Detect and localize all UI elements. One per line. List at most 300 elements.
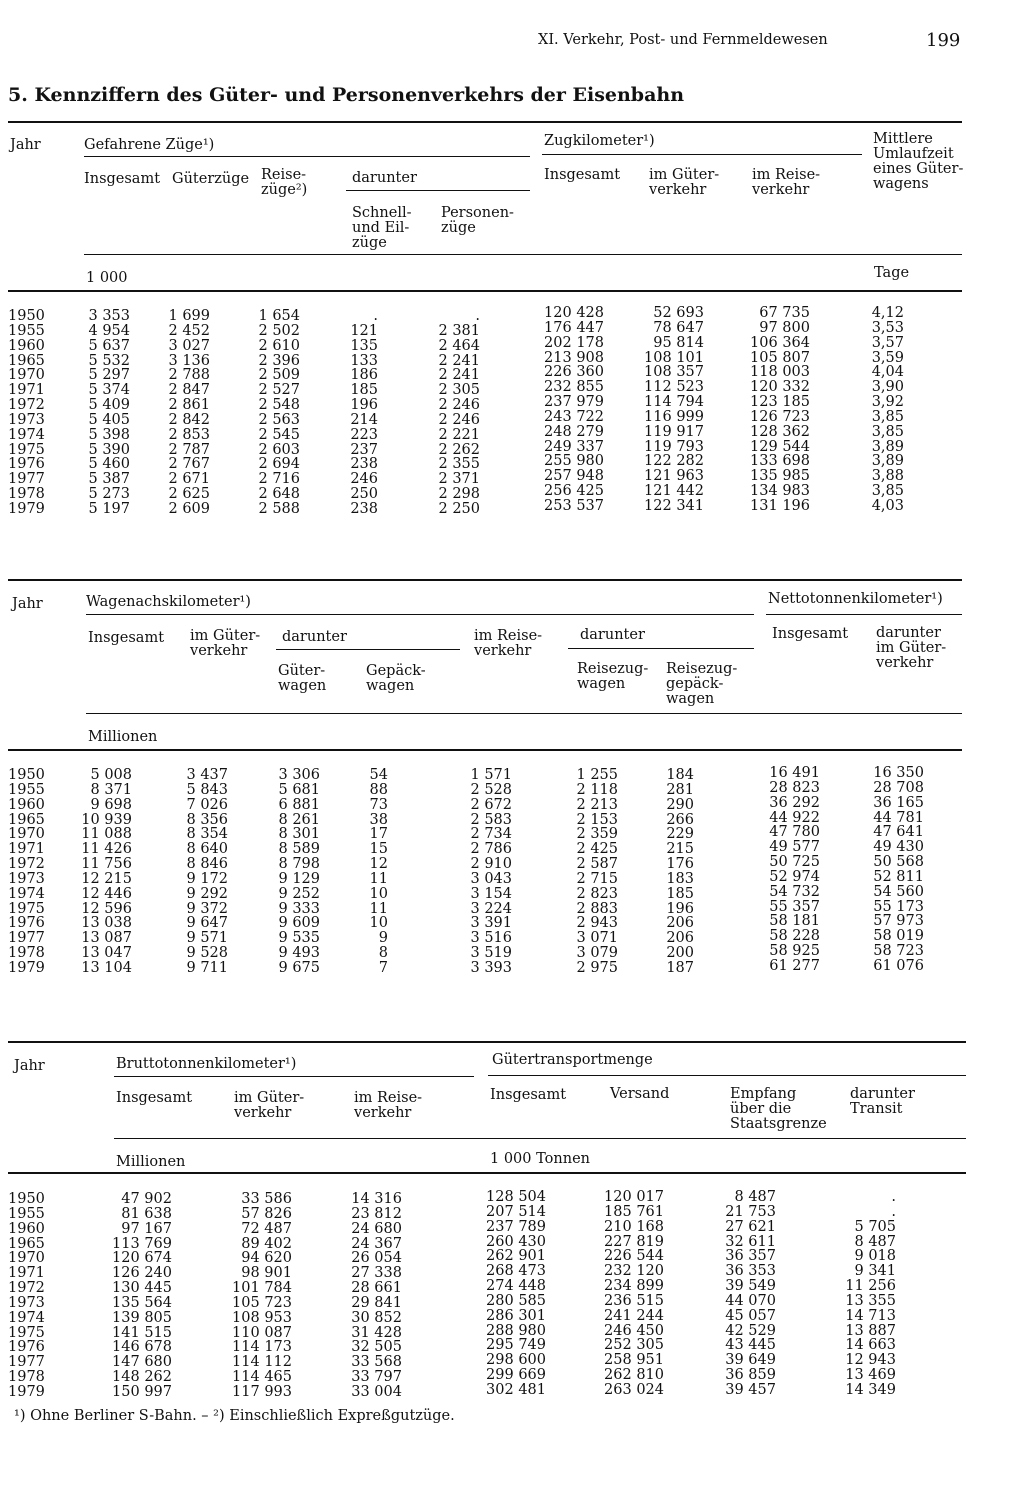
table-cell: 2 648: [258, 486, 300, 503]
col-header-gueterzuege: Güterzüge: [172, 171, 250, 187]
table-cell: 227 819: [604, 1233, 664, 1250]
table-cell: 2 509: [258, 367, 300, 384]
table-cell: 263 024: [604, 1381, 664, 1398]
t2-col-insgesamt: [70, 768, 132, 976]
table-cell: 3,59: [871, 349, 904, 366]
table-cell: 2 767: [168, 456, 210, 473]
table-cell: 17: [369, 826, 388, 843]
table-cell: 57 826: [241, 1205, 292, 1222]
table-cell: 3 136: [168, 352, 210, 369]
table-cell: 237 789: [486, 1218, 546, 1235]
table-cell: 12 596: [81, 900, 132, 917]
table-cell: 9 252: [278, 885, 320, 902]
table-cell: 2 548: [258, 397, 300, 414]
table-cell: 9 528: [186, 945, 228, 962]
group-header-nettotonnenkilometer: Nettotonnenkilometer¹): [768, 591, 943, 607]
running-header: XI. Verkehr, Post- und Fernmeldewesen: [538, 32, 828, 48]
table-cell: 5 398: [88, 426, 130, 443]
table-cell: 3,85: [871, 423, 904, 440]
table-cell: 5 405: [88, 411, 130, 428]
table-cell: 2 587: [576, 856, 618, 873]
table-cell: 246 450: [604, 1322, 664, 1339]
table-cell: 9 647: [186, 915, 228, 932]
table-cell: 61 277: [769, 957, 820, 974]
col-header-km-gueter: im Güter- verkehr: [649, 167, 720, 198]
t1-col-km-reise: [746, 306, 810, 514]
page-number: 199: [926, 30, 961, 51]
t2-col-header-darunter-1: darunter: [282, 629, 347, 645]
t2-col-netto-insgesamt: [756, 766, 820, 974]
table-cell: 2 118: [576, 781, 618, 798]
table-cell: 21 753: [725, 1203, 776, 1220]
table-cell: 1977: [8, 930, 45, 947]
table-cell: 255 980: [544, 453, 604, 470]
table-cell: 123 185: [750, 394, 810, 411]
table-cell: 2 396: [258, 352, 300, 369]
table-cell: 28 661: [351, 1280, 402, 1297]
col-header-insgesamt: Insgesamt: [84, 171, 161, 187]
table-cell: 128 362: [750, 423, 810, 440]
table-cell: 1972: [8, 856, 45, 873]
table-cell: 129 544: [750, 438, 810, 455]
table-cell: 1977: [8, 471, 45, 488]
table-cell: 16 350: [873, 765, 924, 781]
table-cell: 44 922: [769, 809, 820, 826]
table-cell: 15: [369, 841, 388, 858]
t2-col-header-reisezugwagen: Reisezug- wagen: [577, 661, 649, 692]
table-cell: 1976: [8, 1339, 45, 1356]
table-cell: 3,89: [871, 453, 904, 470]
table-cell: 3 393: [470, 959, 512, 976]
table-cell: 61 076: [873, 957, 924, 974]
t2-col-header-reisezuggepaeck: Reisezug- gepäck- wagen: [666, 661, 738, 707]
t3-unit-tonnen: 1 000 Tonnen: [490, 1151, 590, 1167]
table-cell: 5 460: [88, 456, 130, 473]
table-cell: 72 487: [241, 1220, 292, 1237]
table-cell: 2 975: [576, 959, 618, 976]
table-cell: 3 224: [470, 900, 512, 917]
t3-col-header-empfang: Empfang über die Staatsgrenze: [730, 1086, 827, 1132]
page-title: 5. Kennziffern des Güter- und Personenverkehrs der Eisenbahn: [8, 84, 685, 106]
table-cell: 50 568: [873, 854, 924, 871]
table-cell: 1979: [8, 1383, 45, 1400]
table-cell: 260 430: [486, 1233, 546, 1250]
table-cell: 1950: [8, 767, 45, 783]
table-cell: 2 842: [168, 411, 210, 428]
table-cell: 2 246: [438, 397, 480, 414]
table-cell: 120 332: [750, 379, 810, 396]
table-cell: 3 043: [470, 870, 512, 887]
table-cell: 210 168: [604, 1218, 664, 1235]
table-cell: 78 647: [653, 319, 704, 336]
table-cell: 9 571: [186, 930, 228, 947]
table-cell: 1973: [8, 870, 45, 887]
table-cell: 9 341: [854, 1263, 896, 1280]
table-cell: 9: [378, 930, 388, 947]
t1-col-personen: [420, 309, 480, 517]
group-header-zugkilometer: Zugkilometer¹): [544, 133, 655, 149]
table-cell: 215: [666, 841, 694, 858]
table-cell: 30 852: [351, 1309, 402, 1326]
table-cell: 150 997: [112, 1383, 172, 1400]
t2-col-gueter: [166, 768, 228, 976]
table-cell: 237: [350, 441, 378, 458]
table-cell: 113 769: [112, 1235, 172, 1252]
table-cell: 5 273: [88, 486, 130, 503]
table-cell: 8 354: [186, 826, 228, 843]
table-cell: 184: [666, 767, 694, 783]
table-cell: 256 425: [544, 483, 604, 500]
table-cell: 234 899: [604, 1278, 664, 1295]
table-cell: 147 680: [112, 1354, 172, 1371]
table-cell: 2 861: [168, 397, 210, 414]
table-cell: 58 925: [769, 943, 820, 960]
table-cell: 97 167: [121, 1220, 172, 1237]
table-cell: 1971: [8, 841, 45, 858]
t3-col-insgesamt: [100, 1192, 172, 1400]
table-cell: 299 669: [486, 1367, 546, 1384]
table-cell: 2 305: [438, 382, 480, 399]
table-cell: 12 446: [81, 885, 132, 902]
table-cell: 2 853: [168, 426, 210, 443]
table-cell: 8 798: [278, 856, 320, 873]
table-cell: 3,85: [871, 408, 904, 425]
table-cell: 57 973: [873, 913, 924, 930]
table-cell: 1975: [8, 441, 45, 458]
table-cell: 39 457: [725, 1381, 776, 1398]
table-cell: 44 070: [725, 1292, 776, 1309]
table-cell: 1950: [8, 1191, 45, 1207]
table-cell: 253 537: [544, 497, 604, 514]
t3-col-header-gueter: im Güter- verkehr: [234, 1090, 305, 1121]
table-cell: 13 104: [81, 959, 132, 976]
table-cell: 286 301: [486, 1307, 546, 1324]
table-cell: 1979: [8, 959, 45, 976]
table-cell: 8 487: [734, 1189, 776, 1205]
table-cell: 3,85: [871, 483, 904, 500]
table-cell: 10: [369, 915, 388, 932]
table-cell: 1976: [8, 915, 45, 932]
table-cell: 36 165: [873, 794, 924, 811]
table-cell: 1973: [8, 411, 45, 428]
table-cell: 55 173: [873, 898, 924, 915]
t1-col-years: [8, 309, 45, 517]
table-cell: 128 504: [486, 1189, 546, 1205]
table-cell: 54 560: [873, 883, 924, 900]
table-cell: 36 353: [725, 1263, 776, 1280]
table-cell: 232 855: [544, 379, 604, 396]
table-cell: 202 178: [544, 334, 604, 351]
table-cell: 118 003: [750, 364, 810, 381]
table-cell: 9 129: [278, 870, 320, 887]
table-cell: 28 823: [769, 779, 820, 796]
table-cell: 2 241: [438, 367, 480, 384]
table-cell: 9 172: [186, 870, 228, 887]
table-cell: 206: [666, 915, 694, 932]
t1-col-insgesamt: [60, 309, 130, 517]
table-cell: .: [891, 1189, 896, 1205]
table-cell: 302 481: [486, 1381, 546, 1398]
table-cell: 262 901: [486, 1248, 546, 1265]
table-cell: 1970: [8, 367, 45, 384]
table-cell: 2 588: [258, 500, 300, 517]
table-cell: 32 505: [351, 1339, 402, 1356]
table-cell: 5 681: [278, 781, 320, 798]
table-cell: 214: [350, 411, 378, 428]
table-cell: 3 071: [576, 930, 618, 947]
table-cell: 2 464: [438, 337, 480, 354]
table-cell: 3 391: [470, 915, 512, 932]
table-cell: 1950: [8, 308, 45, 324]
col-header-schnellzuege: Schnell- und Eil- züge: [352, 205, 412, 251]
table-cell: 3,57: [871, 334, 904, 351]
table-cell: 49 430: [873, 839, 924, 856]
table-cell: 39 549: [725, 1278, 776, 1295]
table-cell: 58 181: [769, 913, 820, 930]
col-header-umlauf: Mittlere Umlaufzeit eines Güter- wagens: [873, 131, 964, 192]
table-cell: 12 943: [845, 1352, 896, 1369]
table-cell: 45 057: [725, 1307, 776, 1324]
table-cell: 2 603: [258, 441, 300, 458]
table-cell: 120 017: [604, 1189, 664, 1205]
table-cell: 117 993: [232, 1383, 292, 1400]
table-cell: 2 250: [438, 500, 480, 517]
table-cell: 2 943: [576, 915, 618, 932]
table-cell: 38: [369, 811, 388, 828]
table-cell: 146 678: [112, 1339, 172, 1356]
table-cell: 3,53: [871, 319, 904, 336]
table-cell: 2 847: [168, 382, 210, 399]
table-cell: 5 374: [88, 382, 130, 399]
table-cell: 1971: [8, 382, 45, 399]
t3-col-versand: [592, 1190, 664, 1398]
table-cell: 105 807: [750, 349, 810, 366]
t2-col-reise: [450, 768, 512, 976]
table-cell: 290: [666, 796, 694, 813]
group-header-zuege: Gefahrene Züge¹): [84, 137, 215, 153]
table-cell: 141 515: [112, 1324, 172, 1341]
table-cell: 226 544: [604, 1248, 664, 1265]
table-cell: 1960: [8, 1220, 45, 1237]
table-cell: 5 390: [88, 441, 130, 458]
col-header-km-reise: im Reise- verkehr: [752, 167, 821, 198]
table-cell: 8 846: [186, 856, 228, 873]
t3-col-transit: [834, 1190, 896, 1398]
table-cell: 98 901: [241, 1265, 292, 1282]
table-cell: 8 261: [278, 811, 320, 828]
table-cell: 5 409: [88, 397, 130, 414]
table-cell: 1979: [8, 500, 45, 517]
table-cell: 9 372: [186, 900, 228, 917]
table-cell: 2 527: [258, 382, 300, 399]
table-cell: 13 047: [81, 945, 132, 962]
table-cell: 112 523: [644, 379, 704, 396]
table-cell: 2 502: [258, 322, 300, 339]
table-cell: 16 491: [769, 765, 820, 781]
table-cell: 13 355: [845, 1292, 896, 1309]
table-cell: 246: [350, 471, 378, 488]
table-cell: 196: [350, 397, 378, 414]
t3-col-header-m-insgesamt: Insgesamt: [490, 1087, 567, 1103]
table-cell: 27 338: [351, 1265, 402, 1282]
table-cell: 1 699: [168, 308, 210, 324]
table-cell: 133 698: [750, 453, 810, 470]
table-cell: 13 087: [81, 930, 132, 947]
table-cell: 31 428: [351, 1324, 402, 1341]
table-cell: 1 255: [576, 767, 618, 783]
table-cell: 2 883: [576, 900, 618, 917]
t2-col-header-insgesamt: Insgesamt: [88, 630, 165, 646]
table-cell: 9 675: [278, 959, 320, 976]
table-cell: 133: [350, 352, 378, 369]
table-cell: 258 951: [604, 1352, 664, 1369]
table-cell: 2 715: [576, 870, 618, 887]
table-cell: 7: [378, 959, 388, 976]
table-cell: 36 292: [769, 794, 820, 811]
table-cell: 237 979: [544, 394, 604, 411]
table-cell: 2 371: [438, 471, 480, 488]
unit-label-1000: 1 000: [86, 270, 128, 286]
table-cell: 1978: [8, 1369, 45, 1386]
t3-col-years: [8, 1192, 45, 1400]
table-cell: 135 985: [750, 468, 810, 485]
group-header-wagenachskilometer: Wagenachskilometer¹): [86, 594, 251, 610]
t2-col-header-reise: im Reise- verkehr: [474, 628, 543, 659]
table-cell: 2 355: [438, 456, 480, 473]
table-cell: 148 262: [112, 1369, 172, 1386]
table-cell: 122 282: [644, 453, 704, 470]
table-cell: 1970: [8, 1250, 45, 1267]
t3-col-empfang: [714, 1190, 776, 1398]
table-cell: 1955: [8, 1205, 45, 1222]
table-cell: 2 823: [576, 885, 618, 902]
table-cell: 2 528: [470, 781, 512, 798]
table-cell: 9 535: [278, 930, 320, 947]
table-cell: 250: [350, 486, 378, 503]
table-cell: 257 948: [544, 468, 604, 485]
t2-col-gueterwagen: [258, 768, 320, 976]
table-cell: 1965: [8, 811, 45, 828]
table-cell: 33 586: [241, 1191, 292, 1207]
table-cell: 262 810: [604, 1367, 664, 1384]
t2-col-gepaeckwagen: [350, 768, 388, 976]
table-cell: 11 426: [81, 841, 132, 858]
table-cell: 14 349: [845, 1381, 896, 1398]
table-cell: 176 447: [544, 319, 604, 336]
table-cell: 2 153: [576, 811, 618, 828]
table-cell: 187: [666, 959, 694, 976]
table-cell: 108 357: [644, 364, 704, 381]
table-cell: 2 359: [576, 826, 618, 843]
table-cell: 10: [369, 885, 388, 902]
table-cell: 5 387: [88, 471, 130, 488]
table-cell: 4 954: [88, 322, 130, 339]
table-cell: 1960: [8, 337, 45, 354]
table-cell: 126 723: [750, 408, 810, 425]
table-cell: 9 711: [186, 959, 228, 976]
table-cell: 12 215: [81, 870, 132, 887]
table-cell: 295 749: [486, 1337, 546, 1354]
table-cell: 9 609: [278, 915, 320, 932]
table-cell: 73: [369, 796, 388, 813]
table-cell: 119 917: [644, 423, 704, 440]
table-cell: 1974: [8, 1309, 45, 1326]
t2-col-reisezugwagen: [556, 768, 618, 976]
table-cell: 114 173: [232, 1339, 292, 1356]
table-cell: 14 663: [845, 1337, 896, 1354]
col-header-jahr: Jahr: [10, 137, 41, 153]
table-cell: 114 112: [232, 1354, 292, 1371]
table-cell: 226 360: [544, 364, 604, 381]
table-cell: 1 654: [258, 308, 300, 324]
table-cell: 119 793: [644, 438, 704, 455]
table-cell: 49 577: [769, 839, 820, 856]
table-cell: 3 437: [186, 767, 228, 783]
table-cell: 3,90: [871, 379, 904, 396]
table-cell: 4,04: [871, 364, 904, 381]
t3-col-header-insgesamt: Insgesamt: [116, 1090, 193, 1106]
table-cell: 249 337: [544, 438, 604, 455]
table-cell: 1978: [8, 945, 45, 962]
table-cell: 114 794: [644, 394, 704, 411]
t1-col-km-insgesamt: [540, 306, 604, 514]
table-cell: 274 448: [486, 1278, 546, 1295]
table-cell: 288 980: [486, 1322, 546, 1339]
table-cell: 116 999: [644, 408, 704, 425]
table-cell: 42 529: [725, 1322, 776, 1339]
table-cell: 95 814: [653, 334, 704, 351]
table-cell: 9 018: [854, 1248, 896, 1265]
table-cell: 108 101: [644, 349, 704, 366]
table-cell: 108 953: [232, 1309, 292, 1326]
table-cell: 47 902: [121, 1191, 172, 1207]
table-cell: 121 963: [644, 468, 704, 485]
t2-col-header-gueterwagen: Güter- wagen: [278, 663, 327, 694]
table-cell: 23 812: [351, 1205, 402, 1222]
table-cell: 47 780: [769, 824, 820, 841]
table-cell: 241 244: [604, 1307, 664, 1324]
table-cell: 33 568: [351, 1354, 402, 1371]
table-cell: 2 609: [168, 500, 210, 517]
table-cell: 24 367: [351, 1235, 402, 1252]
table-cell: 13 887: [845, 1322, 896, 1339]
table-cell: 1972: [8, 1280, 45, 1297]
t1-col-umlauf: [860, 306, 904, 514]
table-cell: 2 221: [438, 426, 480, 443]
table-cell: 2 610: [258, 337, 300, 354]
table-cell: 2 213: [576, 796, 618, 813]
table-cell: 2 788: [168, 367, 210, 384]
table-cell: 44 781: [873, 809, 924, 826]
t2-col-header-gueter: im Güter- verkehr: [190, 628, 261, 659]
table-cell: 2 716: [258, 471, 300, 488]
table-cell: 5 843: [186, 781, 228, 798]
table-cell: 206: [666, 930, 694, 947]
table-cell: 58 723: [873, 943, 924, 960]
table-cell: 139 805: [112, 1309, 172, 1326]
table-cell: 10 939: [81, 811, 132, 828]
table-cell: 8 487: [854, 1233, 896, 1250]
table-cell: 186: [350, 367, 378, 384]
table-cell: 5 297: [88, 367, 130, 384]
table-cell: 185: [666, 885, 694, 902]
table-cell: 1978: [8, 486, 45, 503]
table-cell: 135: [350, 337, 378, 354]
table-cell: 26 054: [351, 1250, 402, 1267]
col-header-reisezuege: Reise- züge²): [261, 167, 308, 198]
table-cell: 183: [666, 870, 694, 887]
t2-col-reisezuggepaeck: [660, 768, 694, 976]
